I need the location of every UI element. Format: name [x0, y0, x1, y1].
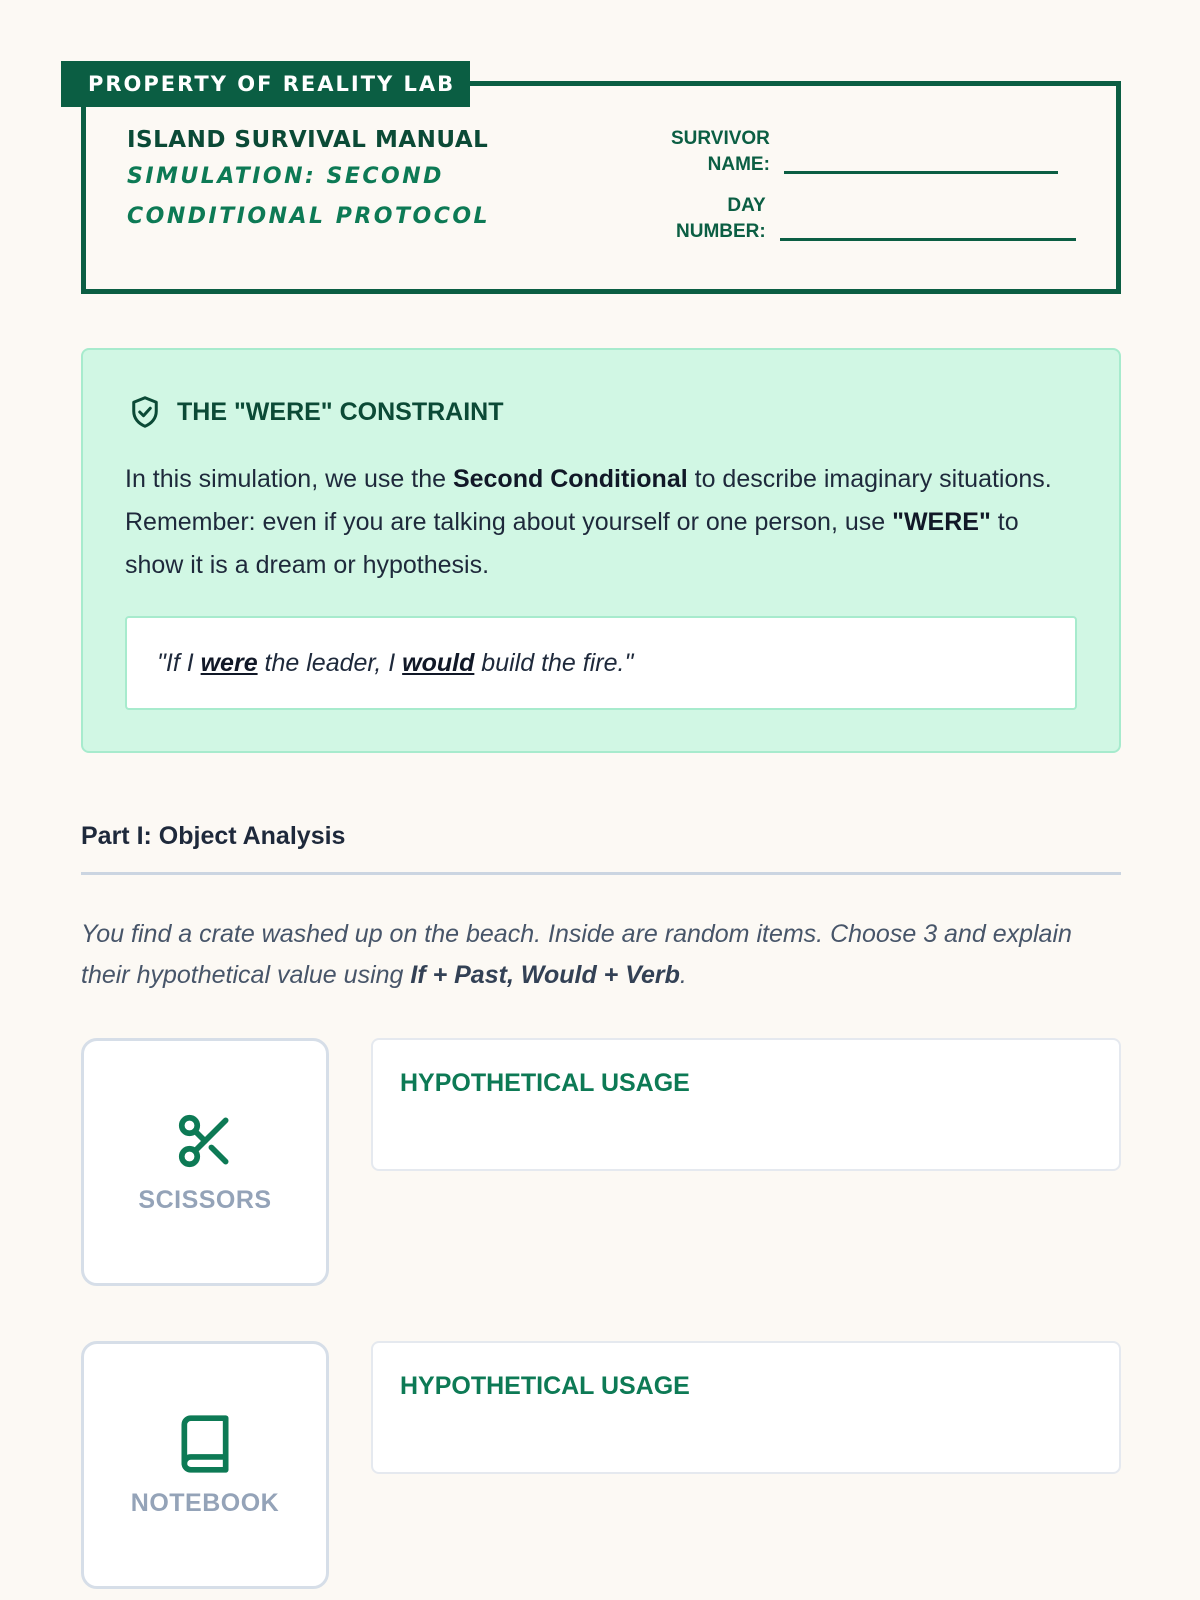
title-block: [127, 127, 547, 237]
constraint-header: [127, 394, 503, 430]
usage-answer-box[interactable]: [371, 1341, 1121, 1474]
constraint-description: In this simulation, we use the Second Conditional to describe imaginary situations. Remember: even if you are talking about yourself or one person, use "WERE" to show it is a dream or hypothesis.: [125, 465, 1052, 579]
were-constraint-box: [81, 348, 1121, 753]
manual-subtitle: SIMULATION: SECOND CONDITIONAL PROTOCOL: [127, 164, 491, 229]
part-instructions: You find a crate washed up on the beach. Inside are random items. Choose 3 and explain their hypothetical value using If + Past, Would + Verb.: [81, 920, 1072, 989]
item-card-notebook[interactable]: [81, 1341, 329, 1589]
item-name: NOTEBOOK: [130, 1488, 280, 1517]
day-number-line[interactable]: [780, 238, 1076, 241]
usage-label: HYPOTHETICAL USAGE: [400, 1069, 690, 1097]
item-card-scissors[interactable]: [81, 1038, 329, 1286]
shield-check-icon: [127, 394, 163, 430]
example-sentence: "If I were the leader, I would build the fire.": [125, 616, 1077, 710]
survivor-name-line[interactable]: [784, 171, 1058, 174]
book-icon: [174, 1413, 236, 1475]
day-number-field[interactable]: [676, 193, 1076, 245]
survivor-name-field[interactable]: [671, 126, 1058, 178]
item-name: SCISSORS: [138, 1185, 272, 1214]
section-divider: [81, 872, 1121, 875]
property-tab: PROPERTY OF REALITY LAB: [61, 61, 470, 107]
part-title: Part I: Object Analysis: [81, 822, 346, 850]
constraint-title: THE "WERE" CONSTRAINT: [177, 397, 504, 426]
day-number-label: DAY NUMBER:: [676, 195, 766, 242]
survivor-name-label: SURVIVOR NAME:: [671, 128, 770, 175]
manual-title: ISLAND SURVIVAL MANUAL: [127, 127, 489, 153]
usage-answer-box[interactable]: [371, 1038, 1121, 1171]
scissors-icon: [174, 1110, 236, 1172]
usage-label: HYPOTHETICAL USAGE: [400, 1372, 690, 1400]
